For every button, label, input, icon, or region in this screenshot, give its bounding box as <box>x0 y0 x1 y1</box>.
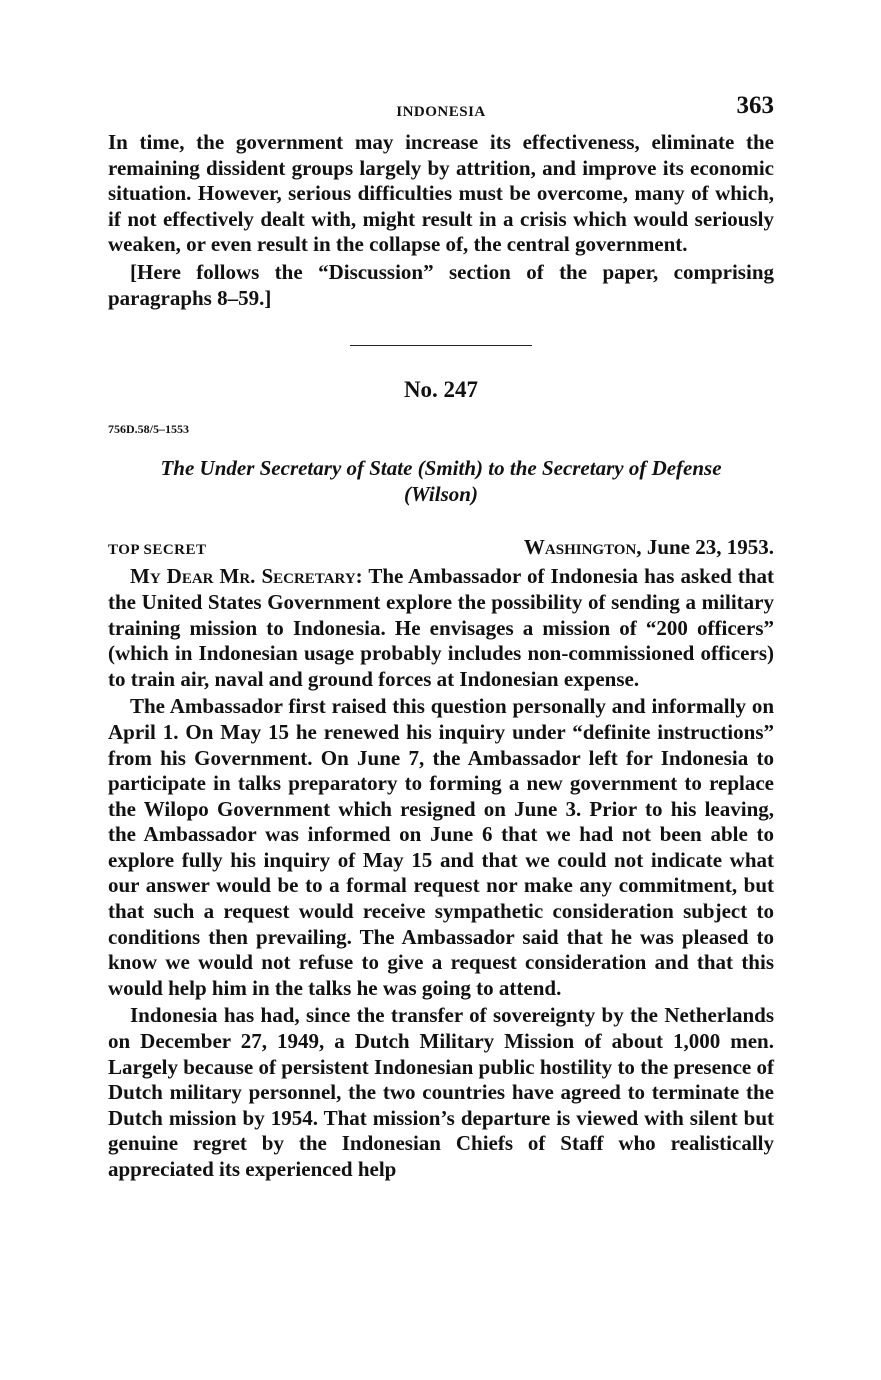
file-reference: 756D.58/5–1553 <box>108 422 189 437</box>
running-title: INDONESIA <box>396 104 486 120</box>
classification-row <box>108 535 774 560</box>
dateline-date: June 23, 1953. <box>641 535 774 560</box>
section-divider <box>350 345 532 346</box>
classification-marking: TOP SECRET <box>108 542 207 559</box>
document-number: No. 247 <box>403 377 479 403</box>
letter-paragraph-1-text: The Ambassador of Indonesia has asked that the United States Government explore the possibility of sending a military training mission to Indonesia. He envisages a mission of “200 officers” (which in Indonesian usage probably includes non-commissioned officers) to train air, naval and ground forces at Indonesian expense. <box>108 564 774 691</box>
document-heading: The Under Secretary of State (Smith) to the Secretary of Defense (Wilson) <box>160 456 722 506</box>
intro-paragraph: In time, the government may increase its effectiveness, eliminate the remaining dissident groups largely by attrition, and improve its economic situation. However, serious difficulties must be overcome, many of which, if not effectively dealt with, might result in a crisis which would seriously weaken, or even result in the collapse of, the central government. <box>108 130 774 257</box>
letter-paragraph-2: The Ambassador first raised this question personally and informally on April 1. On May 15 he renewed his inquiry under “definite instructions” from his Government. On June 7, the Ambassador left for Indonesia to participate in talks preparatory to forming a new government to replace the Wilopo Government which resigned on June 3. Prior to his leaving, the Ambassador was informed on June 6 that we had not been able to explore fully his inquiry of May 15 and that we could not indicate what our answer would be to a formal request nor make any commitment, but that such a request would receive sympathetic consideration subject to conditions then prevailing. The Ambassador said that he was pleased to know we would not refuse to give a request consideration and that this would help him in the talks he was going to attend. <box>108 694 774 1000</box>
salutation: My Dear Mr. Secretary: <box>130 564 363 589</box>
running-head <box>108 88 774 128</box>
dateline-place: Washington, <box>523 535 642 560</box>
document-page <box>108 88 774 1183</box>
dateline <box>524 535 774 560</box>
editorial-note: [Here follows the “Discussion” section of the paper, comprising paragraphs 8–59.] <box>108 259 774 310</box>
letter-paragraph-3: Indonesia has had, since the transfer of sovereignty by the Netherlands on December 27, 1949, a Dutch Military Mission of about 1,000 men. Largely because of persistent Indonesian public hostility to the presence of Dutch military personnel, the two countries have agreed to terminate the Dutch mission by 1954. That mission’s departure is viewed with silent but genuine regret by the Indonesian Chiefs of Staff who realistically appreciated its experienced help <box>108 1003 774 1181</box>
page-number: 363 <box>736 92 774 119</box>
letter-paragraph-1 <box>108 564 774 692</box>
